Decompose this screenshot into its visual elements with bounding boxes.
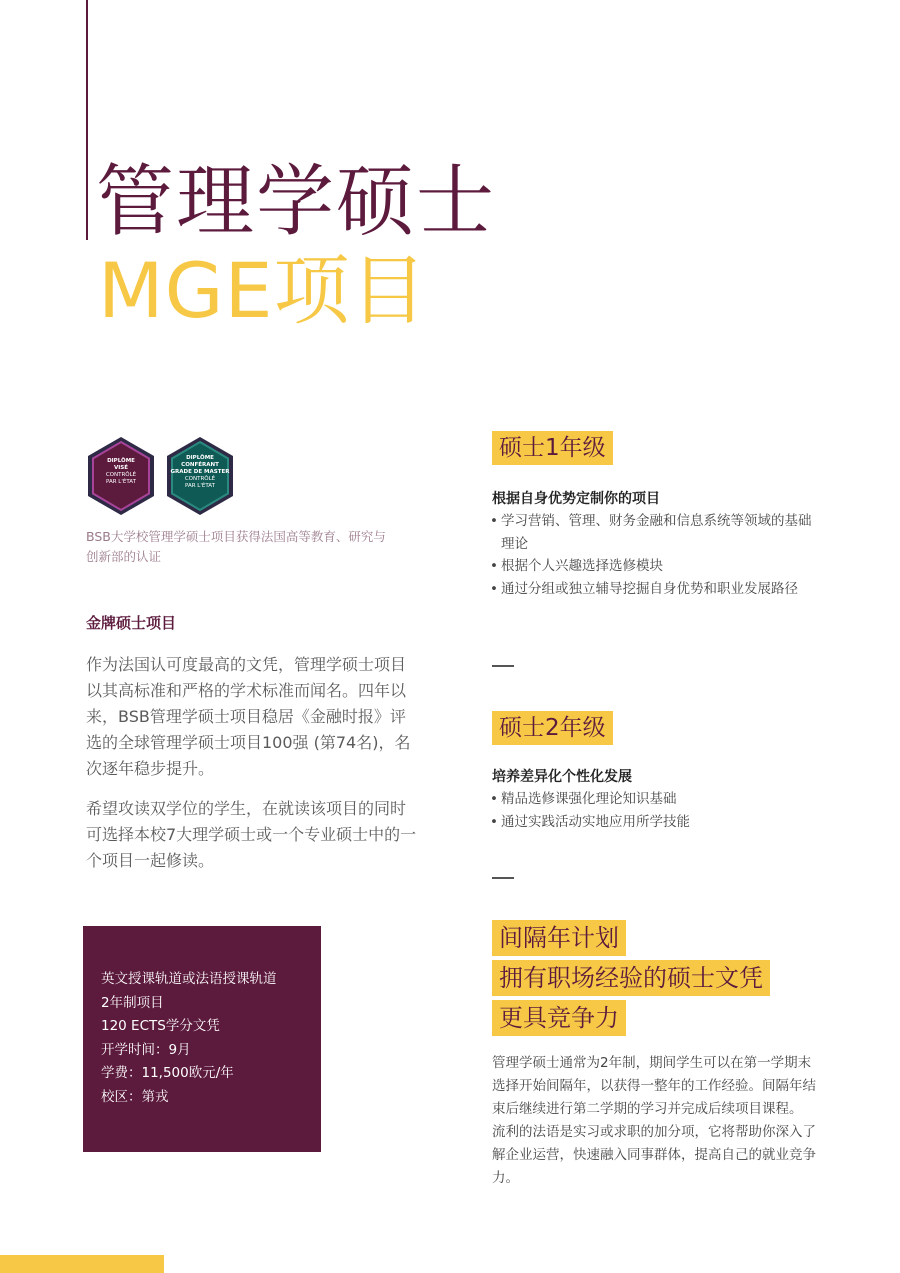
- badge-text: CONTRÔLÉ: [184, 476, 216, 482]
- dual-degree-paragraph: 希望攻读双学位的学生，在就读该项目的同时可选择本校7大理学硕士或一个专业硕士中的一个项目一起修读。: [86, 799, 417, 870]
- badge-text: CONTRÔLÉ: [105, 472, 137, 478]
- info-line-tuition: 学费：11,500欧元/年: [101, 1065, 234, 1081]
- list-item: • 根据个人兴趣选择选修模块: [490, 555, 820, 578]
- info-line-campus: 校区：第戎: [101, 1088, 169, 1105]
- page-title: 管理学硕士: [96, 157, 497, 247]
- gap-year-heading-line: 拥有职场经验的硕士文凭: [492, 960, 770, 996]
- list-item: • 学习营销、管理、财务金融和信息系统等领域的基础理论: [490, 510, 820, 555]
- gold-program-paragraph: 作为法国认可度最高的文凭，管理学硕士项目以其高标准和严格的学术标准而闻名。四年以来，BSB管理学硕士项目稳居《金融时报》评选的全球管理学硕士项目100强 (第74名)，名次逐年稳步提升。: [86, 655, 411, 778]
- gap-year-heading-line: 更具竞争力: [492, 1000, 626, 1036]
- year2-bullet-list: [490, 788, 820, 833]
- list-item: • 通过实践活动实地应用所学技能: [490, 811, 820, 834]
- list-item: • 通过分组或独立辅导挖掘自身优势和职业发展路径: [490, 578, 820, 601]
- badge-text: PAR L'ÉTAT: [185, 483, 215, 489]
- year2-heading: 硕士2年级: [492, 711, 613, 745]
- diplome-vise-badge: [86, 436, 156, 516]
- badge-text: CONFÉRANT: [181, 462, 219, 468]
- info-line-intake: 开学时间：9月: [101, 1041, 191, 1058]
- gap-year-heading-line: 间隔年计划: [492, 920, 626, 956]
- gap-year-paragraph: 管理学硕士通常为2年制，期间学生可以在第一学期末选择开始间隔年，以获得一整年的工作经验。间隔年结束后继续进行第二学期的学习并完成后续项目课程。: [492, 1055, 816, 1117]
- year1-heading: 硕士1年级: [492, 431, 613, 465]
- badge-text: DIPLÔME: [107, 458, 135, 464]
- footer-accent-bar: [0, 1255, 164, 1273]
- year1-bullet-list: [490, 510, 820, 600]
- badge-text: VISÉ: [113, 465, 129, 471]
- info-line-track: 英文授课轨道或法语授课轨道: [101, 971, 277, 987]
- program-info-box: [83, 926, 321, 1152]
- gold-program-heading: 金牌硕士项目: [86, 614, 177, 632]
- section-divider: [492, 665, 514, 667]
- french-advantage-paragraph: 流利的法语是实习或求职的加分项，它将帮助你深入了解企业运营，快速融入同事群体，提高自己的就业竞争力。: [492, 1124, 816, 1186]
- section-divider: [492, 877, 514, 879]
- badge-text: DIPLÔME: [186, 455, 214, 461]
- info-line-credits: 120 ECTS学分文凭: [101, 1018, 220, 1034]
- year2-subheading: 培养差异化个性化发展: [492, 769, 632, 785]
- badge-text: PAR L'ÉTAT: [106, 479, 136, 485]
- info-line-duration: 2年制项目: [101, 994, 164, 1011]
- list-item: • 精品选修课强化理论知识基础: [490, 788, 820, 811]
- title-accent-line: [86, 0, 88, 240]
- gap-year-heading: [492, 920, 770, 1040]
- year1-subheading: 根据自身优势定制你的项目: [492, 491, 660, 507]
- page-subtitle: MGE项目: [98, 246, 428, 335]
- certification-caption: BSB大学校管理学硕士项目获得法国高等教育、研究与创新部的认证: [86, 529, 386, 564]
- gap-year-body: [492, 1052, 822, 1190]
- grade-de-master-badge: [165, 436, 235, 516]
- badge-text: GRADE DE MASTER: [170, 469, 230, 475]
